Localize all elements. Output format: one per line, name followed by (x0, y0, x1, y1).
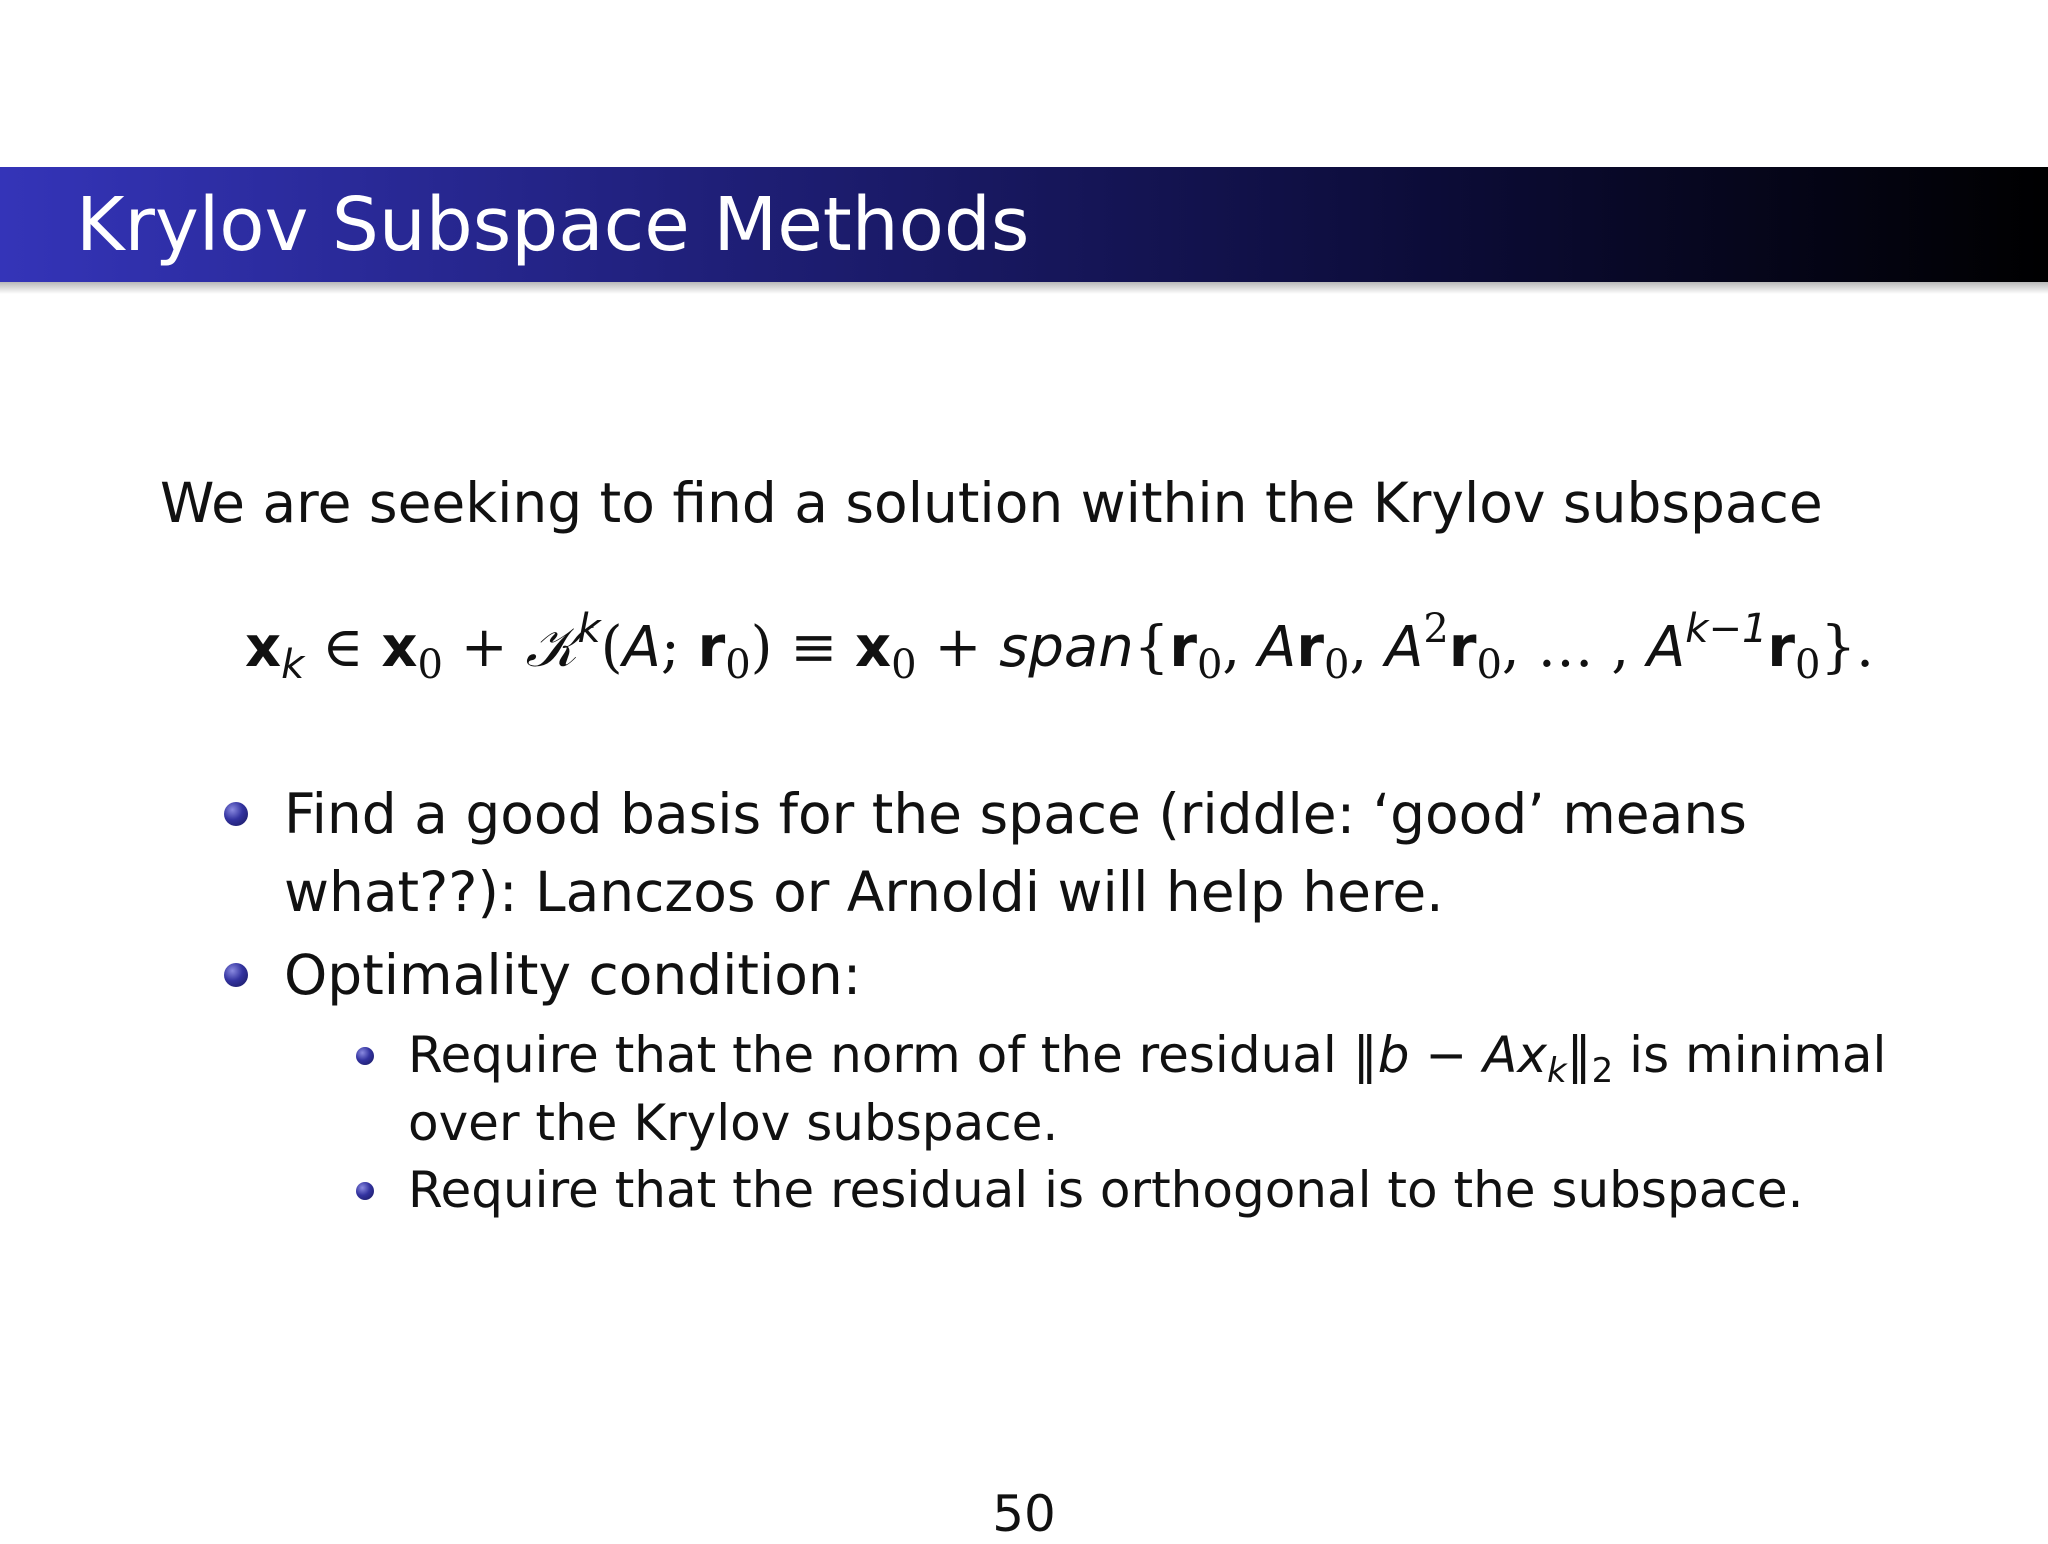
slide-title: Krylov Subspace Methods (76, 182, 1030, 268)
sub-bullet-minimal-residual: Require that the norm of the residual ‖b − $Ax_k‖_2$ is minimal (408, 1026, 1887, 1091)
sub-bullet-icon (356, 1182, 374, 1200)
krylov-equation: $x_k$ ∈ $x_0$ + 𝒦$^k$(A; $r_0) \equiv x_0$ + $span\{r_0$, $Ar_0$, $A^2r_0$, … , $A^{k-1}r_0$}. (245, 606, 1874, 688)
residual-norm-math: ‖b − $Ax_k‖_2$ (1352, 1026, 1614, 1091)
page-number: 50 (992, 1485, 1056, 1543)
bullet-basis-line-2: what??): Lanczos or Arnoldi will help here. (284, 860, 1444, 924)
bullet-basis-line-1: Find a good basis for the space (riddle: ‘good’ means (284, 782, 1747, 846)
sub-bullet-minimal-residual-continuation: over the Krylov subspace. (408, 1094, 1059, 1152)
sub-bullet-orthogonal-residual: Require that the residual is orthogonal to the subspace. (408, 1161, 1804, 1219)
bullet-icon (224, 802, 248, 826)
title-bar-shadow (0, 282, 2048, 294)
sub-bullet-icon (356, 1047, 374, 1065)
bullet-optimality: Optimality condition: (284, 943, 862, 1007)
intro-text: We are seeking to find a solution within the Krylov subspace (160, 471, 1823, 535)
bullet-icon (224, 963, 248, 987)
